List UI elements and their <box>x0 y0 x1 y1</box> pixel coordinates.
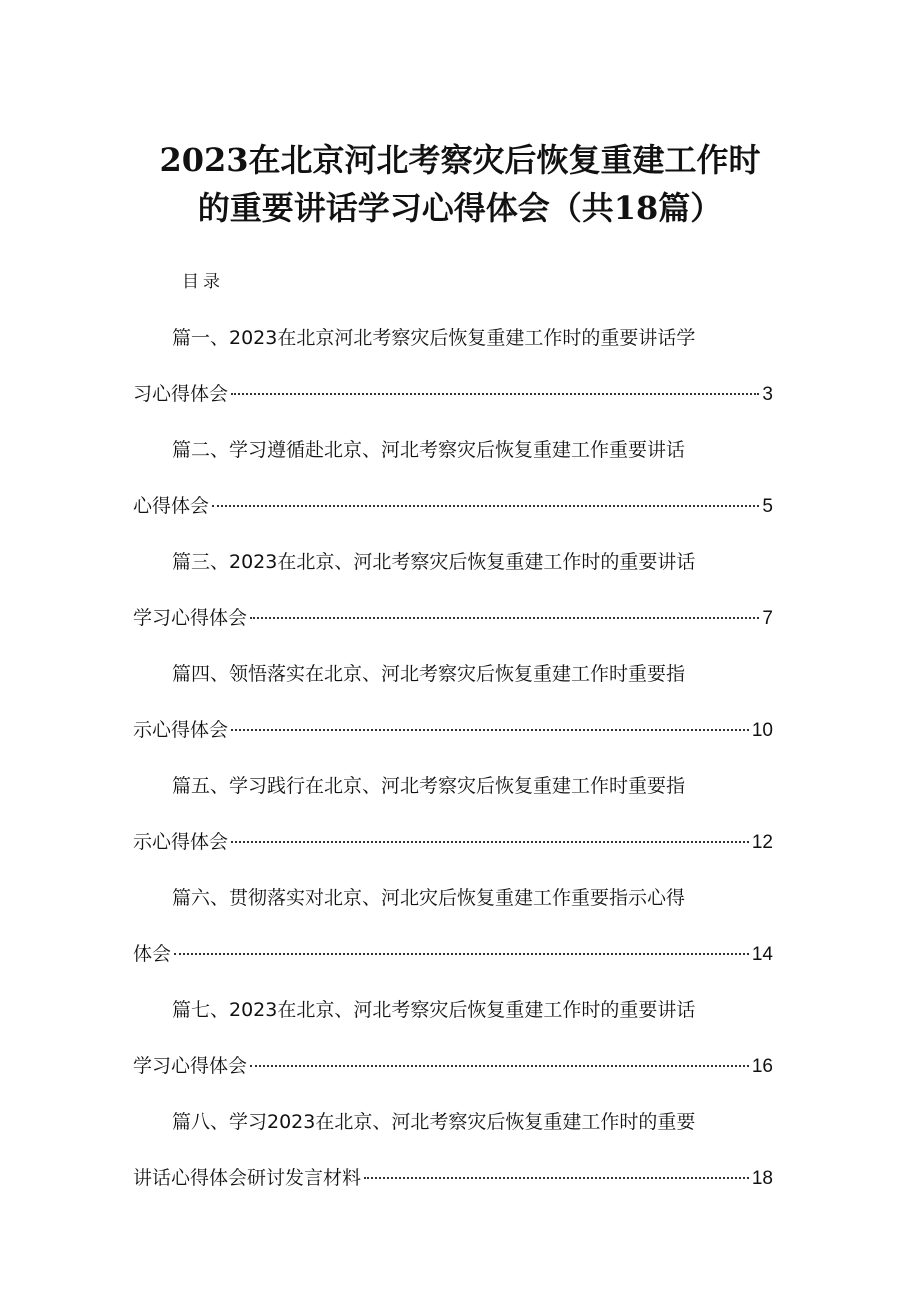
toc-entry-continuation <box>133 827 773 857</box>
toc-page-number: 7 <box>762 608 773 629</box>
toc-entry-continuation <box>133 939 773 969</box>
toc-entry-title-end: 学习心得体会 <box>133 607 248 629</box>
dot-leader <box>231 841 749 843</box>
toc-heading: 目录 <box>182 272 224 292</box>
dot-leader <box>364 1177 749 1179</box>
toc-entry-title-end: 讲话心得体会研讨发言材料 <box>133 1167 362 1189</box>
toc-entry[interactable] <box>0 771 920 883</box>
toc-entry[interactable] <box>0 1107 920 1219</box>
toc-entry-title: 篇四、领悟落实在北京、河北考察灾后恢复重建工作时重要指 <box>172 663 686 685</box>
toc-page-number: 18 <box>751 1168 773 1189</box>
toc-entry-title-end: 学习心得体会 <box>133 1055 248 1077</box>
dot-leader <box>231 393 759 395</box>
toc-entry-title: 篇八、学习2023在北京、河北考察灾后恢复重建工作时的重要 <box>172 1111 696 1133</box>
toc-entry[interactable] <box>0 995 920 1107</box>
toc-entry-continuation <box>133 715 773 745</box>
toc-entry-continuation <box>133 1051 773 1081</box>
toc-entry-title: 篇二、学习遵循赴北京、河北考察灾后恢复重建工作重要讲话 <box>172 439 686 461</box>
toc-entry-title: 篇六、贯彻落实对北京、河北灾后恢复重建工作重要指示心得 <box>172 887 686 909</box>
dot-leader <box>250 617 759 619</box>
toc-entry-title: 篇一、2023在北京河北考察灾后恢复重建工作时的重要讲话学 <box>172 327 696 349</box>
toc-entry-continuation <box>133 379 773 409</box>
toc-entry-title-end: 习心得体会 <box>133 383 229 405</box>
toc-page-number: 14 <box>751 944 773 965</box>
document-title <box>0 140 920 236</box>
toc-entry-title: 篇五、学习践行在北京、河北考察灾后恢复重建工作时重要指 <box>172 775 686 797</box>
toc-entry-title: 篇七、2023在北京、河北考察灾后恢复重建工作时的重要讲话 <box>172 999 696 1021</box>
title-line-2: 的重要讲话学习心得体会（共18篇） <box>197 189 723 227</box>
dot-leader <box>250 1065 749 1067</box>
toc-entry-title-end: 示心得体会 <box>133 831 229 853</box>
toc-entry-title: 篇三、2023在北京、河北考察灾后恢复重建工作时的重要讲话 <box>172 551 696 573</box>
toc-page-number: 10 <box>751 720 773 741</box>
toc-entry-continuation <box>133 603 773 633</box>
toc-entry[interactable] <box>0 659 920 771</box>
toc-entry-title-end: 体会 <box>133 943 172 965</box>
toc-entry-continuation <box>133 1163 773 1193</box>
title-line-1: 2023在北京河北考察灾后恢复重建工作时 <box>159 141 761 179</box>
dot-leader <box>231 729 749 731</box>
toc-entry[interactable] <box>0 547 920 659</box>
dot-leader <box>174 953 749 955</box>
toc-page-number: 16 <box>751 1056 773 1077</box>
toc-entry-continuation <box>133 491 773 521</box>
toc-entry[interactable] <box>0 435 920 547</box>
toc-entry-title-end: 示心得体会 <box>133 719 229 741</box>
toc-page-number: 5 <box>762 496 773 517</box>
toc-page-number: 12 <box>751 832 773 853</box>
toc-page-number: 3 <box>762 384 773 405</box>
dot-leader <box>212 505 759 507</box>
toc-entry-title-end: 心得体会 <box>133 495 210 517</box>
toc-entry[interactable] <box>0 883 920 995</box>
toc-entry[interactable] <box>0 323 920 435</box>
